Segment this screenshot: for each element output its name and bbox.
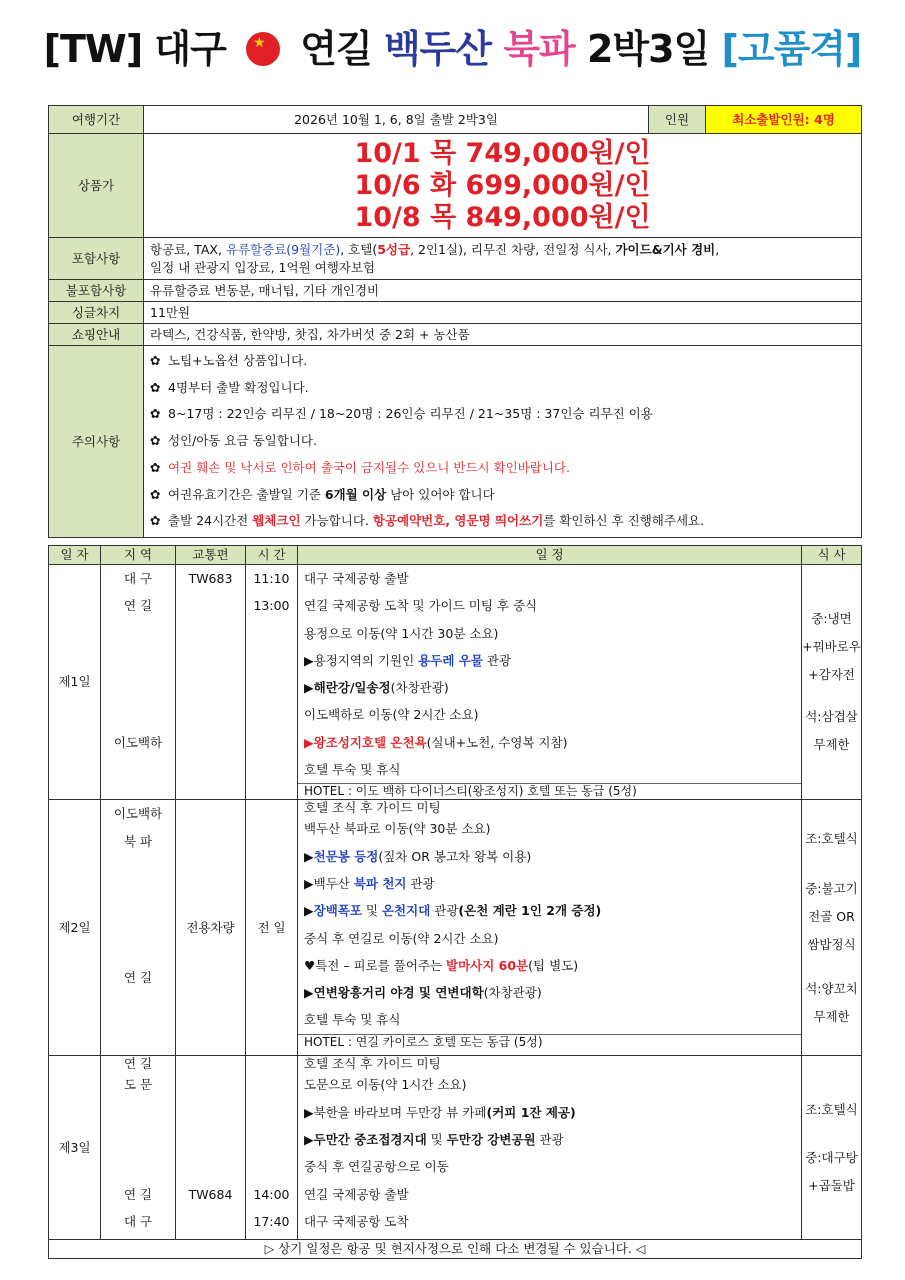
five-star-text: 5성급: [377, 241, 411, 257]
day1-label: 제1일: [49, 565, 101, 800]
col-day: 일 자: [49, 546, 101, 565]
info-table: [48, 105, 862, 538]
itinerary-text: 관광: [535, 1131, 564, 1147]
time: 14:00: [253, 1186, 290, 1202]
col-transport: 교통편: [176, 546, 246, 565]
title-days: 2박3일: [586, 27, 710, 71]
include-text: , 호텔(: [340, 241, 378, 257]
region: 연 길: [123, 1186, 153, 1202]
note-text: 남아 있어야 합니다: [386, 486, 495, 502]
itinerary-line: [304, 674, 795, 701]
meal: 쌈밥정식: [807, 936, 856, 952]
single-label: 싱글차지: [49, 302, 144, 324]
meal: +감자전: [808, 667, 855, 683]
region: 연 길: [123, 598, 153, 614]
note-item: [150, 455, 855, 482]
itinerary-line: 도문으로 이동(약 1시간 소요): [304, 1077, 467, 1093]
itinerary-text: (실내+노천, 수영복 지참): [426, 734, 568, 750]
meal: 조:호텔식: [805, 1101, 858, 1117]
include-value: [144, 238, 862, 280]
meal: +곱돌밥: [808, 1177, 855, 1193]
title-paektu: 백두산: [383, 27, 492, 71]
itinerary-line: 호텔 투숙 및 휴식: [304, 1012, 401, 1028]
itinerary-line: 백두산 북파로 이동(약 30분 소요): [304, 821, 491, 837]
itinerary-highlight: ▶왕조성지호텔 온천욕: [304, 734, 427, 750]
day3-meals: [802, 1056, 862, 1240]
region: 북 파: [123, 833, 153, 849]
flower-bullet-icon: ✿: [150, 486, 161, 502]
include-label: 포함사항: [49, 238, 144, 280]
itinerary-line: [304, 1126, 795, 1153]
meal: 무제한: [813, 737, 850, 753]
itinerary-text: ▶: [304, 848, 314, 864]
day2-row: [49, 800, 862, 1056]
itinerary-text: (차창관광): [390, 680, 449, 696]
flight-number: TW684: [188, 1186, 233, 1202]
itinerary-highlight: 북파 천지: [353, 875, 407, 891]
schedule-disclaimer: ▷ 상기 일정은 항공 및 현지사정으로 인해 다소 변경될 수 있습니다. ◁: [49, 1240, 862, 1259]
itinerary-highlight: 천문봉 등정: [313, 848, 379, 864]
col-itinerary: 일 정: [298, 546, 802, 565]
include-text-line2: 일정 내 관광지 입장료, 1억원 여행자보험: [150, 259, 375, 275]
itinerary-line: [304, 870, 795, 897]
period-value: 2026년 10월 1, 6, 8일 출발 2박3일: [144, 106, 649, 134]
itinerary-text: 관광: [406, 875, 435, 891]
note-text: 8~17명 : 22인승 리무진 / 18~20명 : 26인승 리무진 / 21~35명 : 37인승 리무진 이용: [168, 406, 653, 422]
china-flag-icon: ★: [246, 32, 280, 66]
itinerary-line: 중식 후 연길공항으로 이동: [304, 1159, 449, 1175]
price-oct6: 10/6 화 699,000원/인: [354, 169, 651, 201]
itinerary-highlight: (커피 1잔 제공): [486, 1104, 576, 1120]
meal: 석:양꼬치: [805, 980, 858, 996]
day3-row: [49, 1056, 862, 1240]
note-emphasis: 항공예약번호, 영문명 띄어쓰기: [372, 513, 544, 529]
meal: 중:불고기: [805, 880, 858, 896]
time: 11:10: [253, 571, 290, 586]
itinerary-highlight: 용두레 우물: [418, 652, 483, 668]
include-text: , 2인1실), 리무진 차량, 전일정 식사,: [410, 241, 616, 257]
flower-bullet-icon: ✿: [150, 513, 161, 529]
fuel-surcharge-text: 유류할증료(9월기준): [225, 241, 341, 257]
day1-meals: [802, 565, 862, 800]
itinerary-line: [304, 729, 795, 756]
itinerary-line: 중식 후 연길로 이동(약 2시간 소요): [304, 930, 499, 946]
day3-itinerary: [298, 1056, 802, 1240]
day2-itinerary: [298, 800, 802, 1056]
col-region: 지 역: [101, 546, 176, 565]
price-list: [144, 134, 862, 238]
day1-itinerary: [298, 565, 802, 800]
itinerary-line: [304, 897, 795, 924]
itinerary-line: [304, 952, 795, 979]
meal: 전골 OR: [808, 908, 855, 924]
meal: +꿔바로우: [802, 639, 861, 655]
note-item: [150, 482, 855, 509]
itinerary-text: 및: [361, 903, 382, 919]
itinerary-text: ▶북한을 바라보며 두만강 뷰 카페: [304, 1104, 487, 1120]
itinerary-text: 관광: [430, 903, 459, 919]
itinerary-line: 이도백하로 이동(약 2시간 소요): [304, 707, 479, 723]
period-label: 여행기간: [49, 106, 144, 134]
hotel-info: HOTEL : 이도 백하 다이너스티(왕조성지) 호텔 또는 동급 (5성): [298, 783, 801, 799]
shop-value: 라텍스, 건강식품, 한약방, 찻집, 차가버섯 중 2회 + 농산품: [144, 324, 862, 346]
include-text: ,: [715, 241, 720, 257]
min-people-badge: 최소출발인원: 4명: [706, 106, 862, 134]
itinerary-line: 대구 국제공항 출발: [304, 571, 409, 586]
note-text: 가능합니다.: [300, 513, 373, 529]
flight-number: TW683: [188, 571, 233, 586]
region: 연 길: [123, 970, 153, 986]
note-item: [150, 428, 855, 455]
itinerary-line: [304, 979, 795, 1006]
itinerary-highlight: (온천 계란 1인 2개 증정): [458, 903, 602, 919]
col-time: 시 간: [246, 546, 298, 565]
note-item: [150, 508, 855, 535]
region: 연 길: [123, 1056, 153, 1072]
notes-list: [144, 346, 862, 538]
note-item: [150, 348, 855, 375]
itinerary-line: [304, 647, 795, 674]
note-emphasis: 6개월 이상: [324, 486, 387, 502]
flower-bullet-icon: ✿: [150, 352, 161, 368]
itinerary-highlight: ▶두만간 중조접경지대: [304, 1131, 427, 1147]
note-item: [150, 375, 855, 402]
itinerary-line: [304, 1099, 795, 1126]
day3-transport: [176, 1056, 246, 1240]
day1-row: [49, 565, 862, 800]
meal: 중:냉면: [811, 611, 852, 627]
itinerary-text: 관광: [482, 652, 512, 668]
title-city: 연길: [300, 27, 372, 71]
title-pukpa: 북파: [503, 27, 575, 71]
day2-meals: [802, 800, 862, 1056]
itinerary-line: 대구 국제공항 도착: [304, 1213, 409, 1229]
price-oct1: 10/1 목 749,000원/인: [354, 137, 651, 169]
itinerary-highlight: 장백폭포: [313, 903, 362, 919]
notes-label: 주의사항: [49, 346, 144, 538]
day1-times: [246, 565, 298, 800]
day3-label: 제3일: [49, 1056, 101, 1240]
day2-regions: [101, 800, 176, 1056]
itinerary-line: 연길 국제공항 출발: [304, 1186, 409, 1202]
flower-bullet-icon: ✿: [150, 406, 161, 422]
time: 13:00: [253, 598, 290, 614]
itinerary-text: ♥특전 – 피로를 풀어주는: [304, 957, 447, 973]
itinerary-text: ▶백두산: [304, 875, 354, 891]
day3-regions: [101, 1056, 176, 1240]
exclude-value: 유류할증료 변동분, 매너팁, 기타 개인경비: [144, 280, 862, 302]
itinerary-line: 호텔 투숙 및 휴식: [304, 762, 401, 778]
price-oct8: 10/8 목 849,000원/인: [354, 201, 651, 233]
itinerary-text: ▶: [304, 903, 314, 919]
itinerary-highlight: ▶연변왕흥거리 야경 및 연변대학: [304, 985, 484, 1001]
note-text: 4명부터 출발 확정입니다.: [168, 379, 309, 395]
region: 이도백하: [113, 806, 163, 822]
note-text-warning: 여권 훼손 및 낙서로 인하여 출국이 금지될수 있으니 반드시 확인바랍니다.: [168, 459, 570, 475]
itinerary-text: 및: [426, 1131, 447, 1147]
shop-label: 쇼핑안내: [49, 324, 144, 346]
meal: 석:삼겹살: [805, 709, 858, 725]
meal: 중:대구탕: [805, 1149, 858, 1165]
day2-label: 제2일: [49, 800, 101, 1056]
region: 도 문: [123, 1077, 153, 1093]
itinerary-line: 용정으로 이동(약 1시간 30분 소요): [304, 625, 499, 641]
people-label: 인원: [649, 106, 706, 134]
note-text: 성인/아동 요금 동일합니다.: [168, 433, 317, 449]
itinerary-highlight: 두만강 강변공원: [446, 1131, 536, 1147]
region: 대 구: [123, 571, 153, 586]
schedule-table: [48, 545, 862, 1259]
hotel-info: HOTEL : 연길 카이로스 호텔 또는 동급 (5성): [298, 1034, 801, 1050]
title-prefix: [TW] 대구: [43, 27, 226, 71]
itinerary-line: [304, 843, 795, 870]
itinerary-text: (차창관광): [483, 985, 542, 1001]
note-text: 출발 24시간전: [168, 513, 253, 529]
flower-bullet-icon: ✿: [150, 379, 161, 395]
guide-fee-text: 가이드&기사 경비: [615, 241, 716, 257]
note-text: 를 확인하신 후 진행해주세요.: [543, 513, 705, 529]
day2-time: 전 일: [246, 800, 298, 1056]
itinerary-text: (팁 별도): [528, 957, 579, 973]
note-text: 노팁+노옵션 상품입니다.: [168, 352, 308, 368]
flower-bullet-icon: ✿: [150, 433, 161, 449]
day2-transport: 전용차량: [176, 800, 246, 1056]
note-emphasis: 웹체크인: [252, 513, 301, 529]
day1-regions: [101, 565, 176, 800]
col-meal: 식 사: [802, 546, 862, 565]
meal: 조:호텔식: [805, 830, 858, 846]
price-label: 상품가: [49, 134, 144, 238]
time: 17:40: [253, 1213, 290, 1229]
page-title: [0, 18, 905, 73]
day1-transport: [176, 565, 246, 800]
include-text: 항공료, TAX,: [150, 241, 226, 257]
itinerary-line: 연길 국제공항 도착 및 가이드 미팅 후 중식: [304, 598, 538, 614]
flower-bullet-icon: ✿: [150, 459, 161, 475]
itinerary-highlight: 온천지대: [381, 903, 431, 919]
note-item: [150, 401, 855, 428]
note-text: 여권유효기간은 출발일 기준: [168, 486, 325, 502]
meal: 무제한: [813, 1008, 850, 1024]
itinerary-highlight: 발마사지 60분: [446, 957, 529, 973]
itinerary-line: 호텔 조식 후 가이드 미팅: [304, 800, 441, 816]
day3-times: [246, 1056, 298, 1240]
itinerary-highlight: ▶해란강/일송정: [304, 680, 391, 696]
title-grade: [고품격]: [721, 27, 862, 71]
itinerary-line: 호텔 조식 후 가이드 미팅: [304, 1056, 441, 1072]
exclude-label: 불포함사항: [49, 280, 144, 302]
itinerary-text: ▶용정지역의 기원인: [304, 652, 419, 668]
single-value: 11만원: [144, 302, 862, 324]
itinerary-text: (짚차 OR 봉고차 왕복 이용): [378, 848, 532, 864]
region: 이도백하: [113, 734, 163, 750]
region: 대 구: [123, 1213, 153, 1229]
